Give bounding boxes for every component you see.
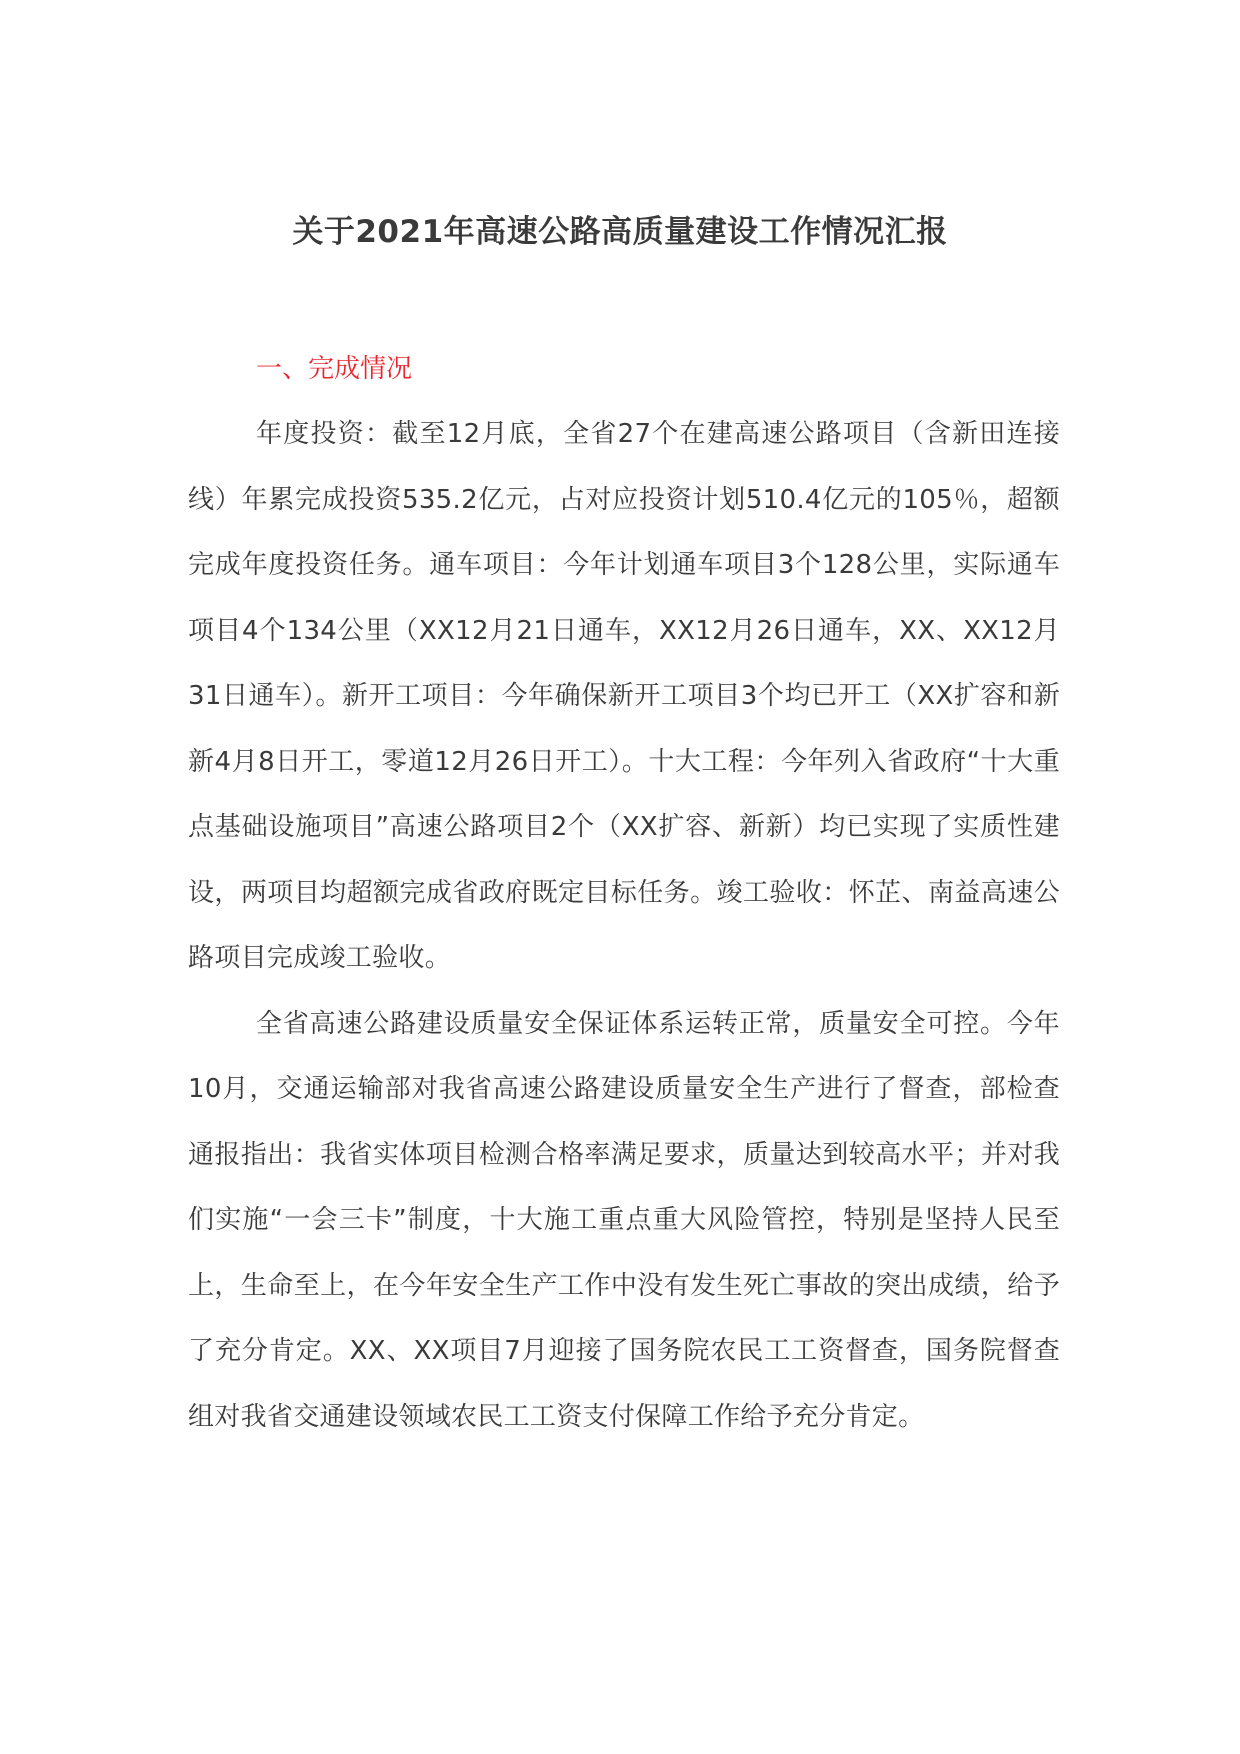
paragraph-quality-safety: 全省高速公路建设质量安全保证体系运转正常，质量安全可控。今年10月，交通运输部对我省高速公路建设质量安全生产进行了督查，部检查通报指出：我省实体项目检测合格率满足要求，质量达到较高水平；并对我们实施“一会三卡”制度，十大施工重点重大风险管控，特别是坚持人民至上，生命至上，在今年安全生产工作中没有发生死亡事故的突出成绩，给予了充分肯定。XX、XX项目7月迎接了国务院农民工工资督查，国务院督查组对我省交通建设领域农民工工资支付保障工作给予充分肯定。 bbox=[188, 1008, 1060, 1432]
section-heading: 一、完成情况 bbox=[256, 354, 413, 384]
document-body bbox=[188, 336, 1060, 1450]
paragraph-investment: 年度投资：截至12月底，全省27个在建高速公路项目（含新田连接线）年累完成投资535.2亿元，占对应投资计划510.4亿元的105％，超额完成年度投资任务。通车项目：今年计划通车项目3个128公里，实际通车项目4个134公里（XX12月21日通车，XX12月26日通车，XX、XX12月31日通车）。新开工项目：今年确保新开工项目3个均已开工（XX扩容和新新4月8日开工，零道12月26日开工）。十大工程：今年列入省政府“十大重点基础设施项目”高速公路项目2个（XX扩容、新新）均已实现了实质性建设，两项目均超额完成省政府既定目标任务。竣工验收：怀芷、南益高速公路项目完成竣工验收。 bbox=[188, 419, 1060, 973]
document-title: 关于2021年高速公路高质量建设工作情况汇报 bbox=[292, 214, 948, 250]
